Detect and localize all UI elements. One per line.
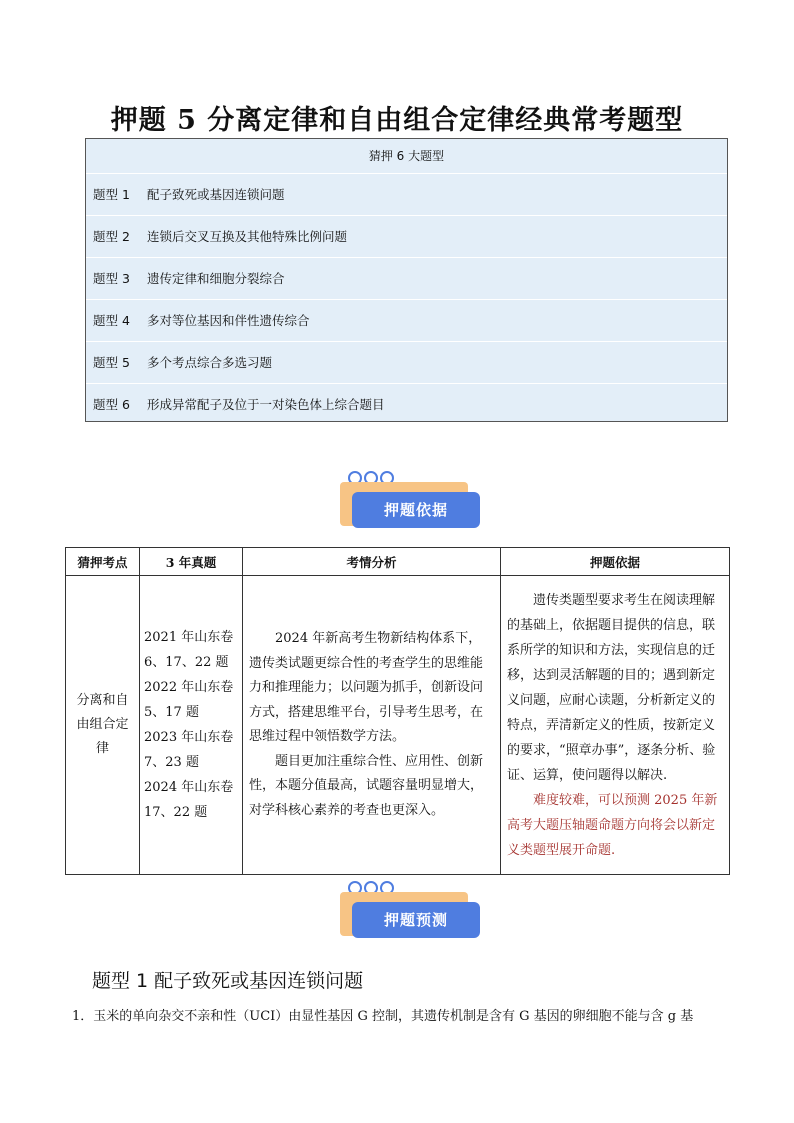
page-title: 押题 5 分离定律和自由组合定律经典常考题型 (110, 105, 684, 136)
type-item (86, 342, 727, 384)
past-exam-line: 2024 年山东卷 (144, 780, 234, 795)
type-number: 题型 4 (93, 313, 130, 328)
past-exam-line: 17、22 题 (144, 805, 208, 820)
type-number: 题型 1 (93, 187, 130, 202)
table-header: 猜押考点 (66, 548, 140, 576)
prediction-badge (340, 880, 480, 940)
type-item (86, 174, 727, 216)
type-text: 配子致死或基因连锁问题 (147, 187, 285, 202)
type-text: 形成异常配子及位于一对染色体上综合题目 (147, 397, 385, 412)
basis-table (65, 547, 730, 875)
past-exam-line: 7、23 题 (144, 755, 199, 770)
table-header: 考情分析 (243, 548, 501, 576)
question-text: 1．玉米的单向杂交不亲和性（UCI）由显性基因 G 控制，其遗传机制是含有 G 基因的卵细胞不能与含 g 基 (72, 1009, 694, 1024)
table-header: 押题依据 (501, 548, 730, 576)
exam-point-cell: 分离和自由组合定律 (66, 576, 140, 875)
analysis-cell (243, 576, 501, 875)
analysis-paragraph: 2024 年新高考生物新结构体系下，遗传类试题更综合性的考查学生的思维能力和推理能力；以问题为抓手，创新设问方式，搭建思维平台，引导考生思考，在思维过程中领悟数学方法。 (249, 631, 484, 744)
analysis-paragraph: 题目更加注重综合性、应用性、创新性，本题分值最高，试题容量明显增大，对学科核心素养的考查也更深入。 (249, 753, 484, 818)
question-types-box (85, 138, 728, 422)
type-number: 题型 6 (93, 397, 130, 412)
section-heading: 题型 1 配子致死或基因连锁问题 (92, 970, 364, 992)
past-exam-line: 2023 年山东卷 (144, 730, 234, 745)
basis-paragraph: 遗传类题型要求考生在阅读理解的基础上，依据题目提供的信息，联系所学的知识和方法，实现信息的迁移，达到灵活解题的目的；遇到新定义问题，应耐心读题，分析新定义的特点，弄清新定义的性质，按新定义的要求，“照章办事”，逐条分析、验证、运算，使问题得以解决. (507, 592, 716, 783)
type-text: 多对等位基因和伴性遗传综合 (147, 313, 310, 328)
basis-badge-label: 押题依据 (352, 492, 480, 528)
basis-highlight: 难度较难，可以预测 2025 年新高考大题压轴题命题方向将会以新定义类题型展开命题. (507, 792, 718, 858)
past-exam-line: 5、17 题 (144, 705, 199, 720)
types-box-heading: 猜押 6 大题型 (86, 139, 727, 174)
type-text: 连锁后交叉互换及其他特殊比例问题 (147, 229, 348, 244)
type-number: 题型 2 (93, 229, 130, 244)
past-exam-line: 6、17、22 题 (144, 655, 229, 670)
type-item (86, 258, 727, 300)
basis-badge (340, 470, 480, 530)
table-row (66, 576, 730, 875)
table-header: 3 年真题 (140, 548, 243, 576)
past-exam-line: 2021 年山东卷 (144, 630, 234, 645)
type-item (86, 216, 727, 258)
type-item (86, 300, 727, 342)
prediction-badge-label: 押题预测 (352, 902, 480, 938)
past-exam-line: 2022 年山东卷 (144, 680, 234, 695)
table-header-row (66, 548, 730, 576)
type-item (86, 384, 727, 425)
past-exams-cell (140, 576, 243, 875)
type-number: 题型 3 (93, 271, 130, 286)
type-text: 多个考点综合多选习题 (147, 355, 273, 370)
type-number: 题型 5 (93, 355, 130, 370)
basis-cell (501, 576, 730, 875)
type-text: 遗传定律和细胞分裂综合 (147, 271, 285, 286)
